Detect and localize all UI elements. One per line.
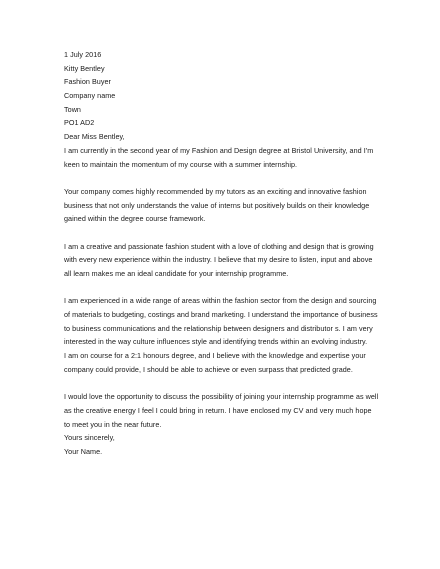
recipient-title: Fashion Buyer bbox=[64, 77, 111, 87]
closing: Yours sincerely, bbox=[64, 433, 115, 443]
paragraph-5 bbox=[64, 390, 384, 431]
paragraph-line: I am a creative and passionate fashion student with a love of clothing and design that is growing bbox=[64, 241, 374, 251]
paragraph-4 bbox=[64, 294, 384, 376]
letter bbox=[64, 48, 384, 459]
recipient-name: Kitty Bentley bbox=[64, 63, 105, 73]
paragraph-line: I am on course for a 2:1 honours degree, and I believe with the knowledge and expertise your bbox=[64, 351, 366, 361]
paragraph-line: company could provide, I should be able to achieve or even surpass that predicted grade. bbox=[64, 364, 353, 374]
salutation: Dear Miss Bentley, bbox=[64, 132, 125, 142]
paragraph-2 bbox=[64, 185, 384, 226]
paragraph-line: interested in the way culture influences style and identifying trends within an evolving industry. bbox=[64, 337, 368, 347]
paragraph-line: of materials to budgeting, costings and brand marketing. I understand the importance of business bbox=[64, 310, 378, 320]
paragraph-line: I would love the opportunity to discuss the possibility of joining your internship programme as well bbox=[64, 392, 379, 402]
paragraph-line: I am experienced in a wide range of areas within the fashion sector from the design and sourcing bbox=[64, 296, 377, 306]
paragraph-line: with every new experience within the industry. I believe that my desire to listen, input and above bbox=[64, 255, 373, 265]
paragraph-line: business that not only understands the value of interns but positively builds on their knowledge bbox=[64, 200, 370, 210]
paragraph-line: gained within the degree course framework. bbox=[64, 214, 206, 224]
paragraph-line: Your company comes highly recommended by my tutors as an exciting and innovative fashion bbox=[64, 186, 367, 196]
paragraph-line: to meet you in the near future. bbox=[64, 419, 162, 429]
signature: Your Name. bbox=[64, 446, 103, 456]
paragraph-line: to business communications and the relationship between designers and distributor s. I am very bbox=[64, 323, 373, 333]
paragraph-1 bbox=[64, 144, 384, 171]
town: Town bbox=[64, 104, 81, 114]
paragraph-3 bbox=[64, 240, 384, 281]
paragraph-line: all learn makes me an ideal candidate for your internship programme. bbox=[64, 269, 289, 278]
paragraph-line: I am currently in the second year of my Fashion and Design degree at Bristol University, and I'm bbox=[64, 145, 374, 155]
postcode: PO1 AD2 bbox=[64, 118, 95, 128]
letter-date: 1 July 2016 bbox=[64, 50, 102, 59]
paragraph-line: as the creative energy I feel I could bring in return. I have enclosed my CV and very much hope bbox=[64, 405, 372, 415]
company-name: Company name bbox=[64, 91, 116, 101]
paragraph-line: keen to maintain the momentum of my course with a summer internship. bbox=[64, 159, 298, 169]
